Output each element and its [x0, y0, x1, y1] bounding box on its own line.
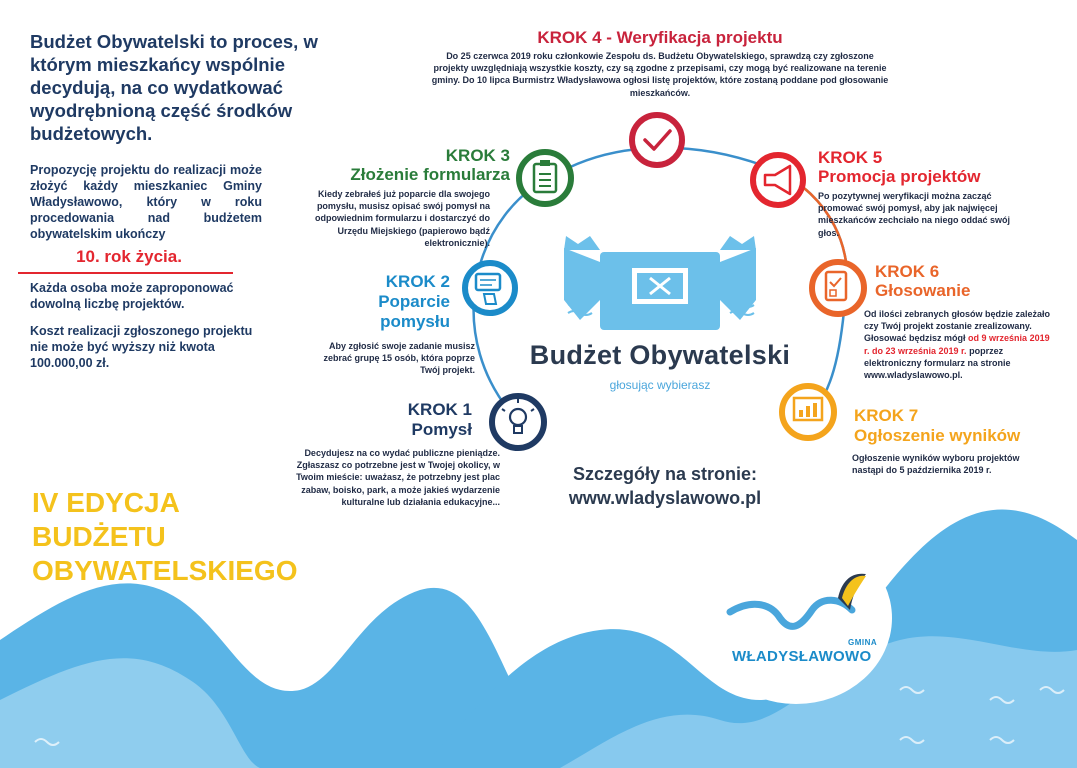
step7-circle: [782, 386, 834, 438]
step7-subtitle: Ogłoszenie wyników: [854, 426, 1021, 445]
step3-title: KROK 3: [445, 146, 510, 165]
step7-text: Ogłoszenie wyników wyboru projektów nastąpi do 5 października 2019 r.: [852, 453, 1020, 476]
step4-title: KROK 4 - Weryfikacja projektu: [537, 28, 783, 47]
step4-circle: [632, 115, 682, 165]
details-label: Szczegóły na stronie:: [572, 464, 758, 484]
step4-text: Do 25 czerwca 2019 roku członkowie Zespołu ds. Budżetu Obywatelskiego, sprawdzą czy zgłoszone projekty uwzględniają wszystkie koszty, czy są zgodne z przepisami, czy mogą być realizowane na terenie gminy. Do 10 lipca Burmistrz Władysławowa ogłosi listę projektów, które zostaną poddane pod głosowanie mieszkańców.: [431, 51, 889, 98]
edition-line3: OBYWATELSKIEGO: [32, 555, 298, 586]
step1-circle: [492, 396, 544, 448]
step6-text: [864, 308, 1054, 381]
step7-title: KROK 7: [854, 406, 919, 425]
step5-text: Po pozytywnej weryfikacji można zacząć promować swój pomysł, aby jak najwięcej mieszkańców zechciało na niego oddać swój głos.: [818, 191, 1011, 238]
step2-title: KROK 2: [385, 272, 450, 291]
step3-subtitle: Złożenie formularza: [350, 165, 510, 184]
details-url[interactable]: www.wladyslawowo.pl: [568, 488, 762, 508]
logo-gmina: GMINA: [848, 638, 878, 647]
step6-subtitle: Głosowanie: [875, 281, 971, 300]
step6-title: KROK 6: [875, 262, 940, 281]
logo-name: WŁADYSŁAWOWO: [732, 648, 872, 665]
cost-text: Koszt realizacji zgłoszonego projektu nie może być wyższy niż kwota 100.000,00 zł.: [30, 324, 253, 370]
step2-circle: [465, 263, 515, 313]
intro-heading: Budżet Obywatelski to proces, w którym mieszkańcy wspólnie decydują, na co wydatkować wyodrębnioną część środków budżetowych.: [30, 31, 318, 144]
proposal-text: Propozycję projektu do realizacji może złożyć każdy mieszkaniec Gminy Władysławowo, który w roku procedowania nad budżetem obywatelskim ukończy: [30, 163, 262, 241]
step1-title: KROK 1: [407, 400, 472, 419]
projects-text: Każda osoba może zaproponować dowolną liczbę projektów.: [30, 281, 234, 311]
edition-line1: IV EDYCJA: [32, 487, 180, 518]
center-title: Budżet Obywatelski: [529, 340, 791, 370]
step1-subtitle: Pomysł: [411, 420, 472, 439]
step5-subtitle: Promocja projektów: [818, 167, 981, 186]
step6-dates: od 9 września 2019 r. do 23 września 2019 r.: [864, 333, 1050, 356]
age-requirement: [18, 246, 240, 276]
step3-text: Kiedy zebrałeś już poparcie dla swojego pomysłu, musisz opisać swój pomysł na odpowiednim formularzu i dostarczyć do Urzędu Miejskiego (papierowo bądź elektronicznie).: [314, 189, 490, 248]
step3-circle: [519, 152, 571, 204]
step5-circle: [753, 155, 803, 205]
step2-subtitle: Poparcie pomysłu: [378, 292, 450, 331]
ballot-box-illustration: [564, 236, 756, 330]
age-requirement-text: 10. rok życia.: [76, 247, 182, 266]
step5-title: KROK 5: [818, 148, 883, 167]
step1-text: Decydujesz na co wydać publiczne pieniądze. Zgłaszasz co potrzebne jest w Twojej okolicy, w Twoim mieście: uważasz, że potrzebny jest plac zabaw, boisko, park, a może jakieś wydarzenie kulturalne lub działania edukacyjne...: [296, 448, 500, 507]
logo-backdrop: [700, 532, 892, 704]
step6-circle: [812, 262, 864, 314]
step2-text: Aby zgłosić swoje zadanie musisz zebrać grupę 15 osób, która poprze Twój projekt.: [323, 341, 475, 376]
center-tagline: głosując wybierasz: [609, 378, 711, 392]
edition-line2: BUDŻETU: [32, 521, 166, 552]
step6-text-after: poprzez elektroniczny formularz na stronie www.wladyslawowo.pl.: [864, 345, 1011, 381]
details-block: [540, 462, 790, 510]
step6-text-before: Od ilości zebranych głosów będzie zależało czy Twój projekt zostanie zrealizowany. Głosować będzisz mógł: [864, 309, 1051, 344]
age-underline: [18, 272, 233, 274]
